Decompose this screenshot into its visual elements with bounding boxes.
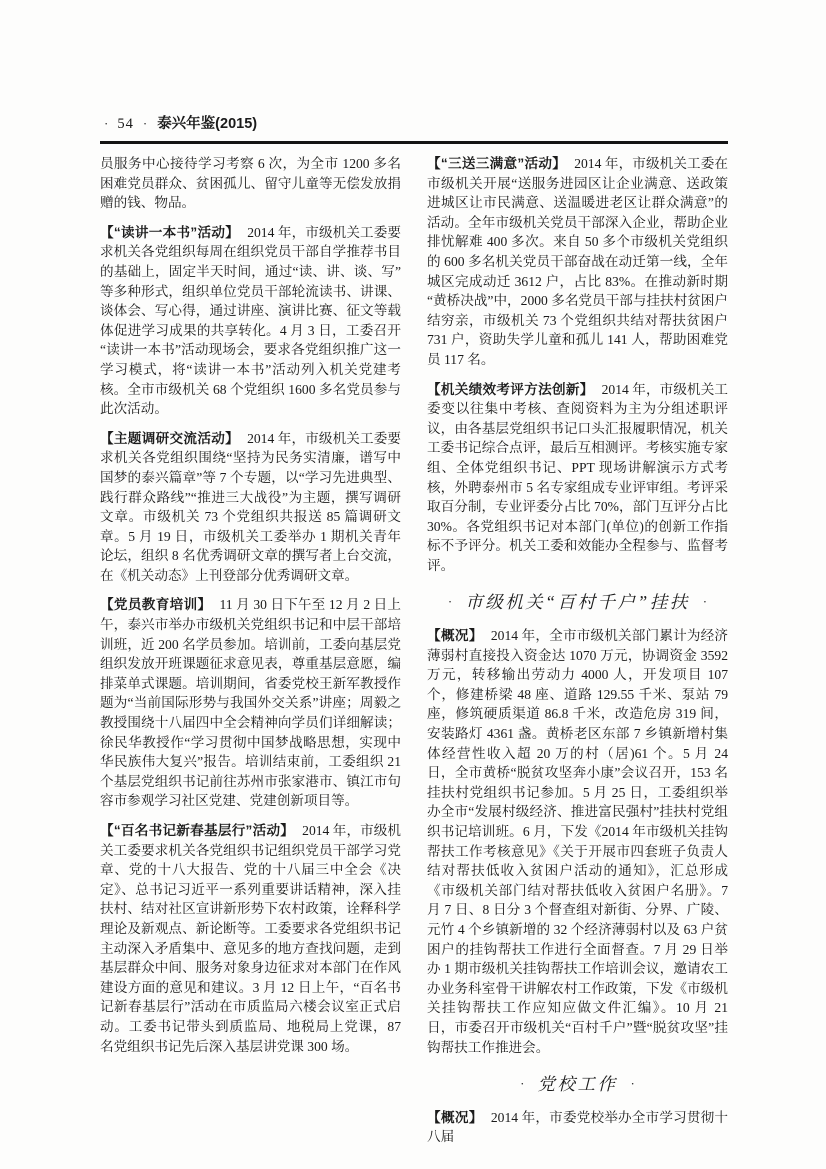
entry-member-training [100,595,401,811]
header-rule [100,141,728,144]
entry-body-party-school-overview: 2014 年，市委党校举办全市学习贯彻十八届 [427,1109,728,1145]
header-left-dot: · [104,116,109,131]
entry-secretaries-grassroots [100,821,401,1056]
entry-party-school-overview [427,1108,728,1147]
entry-performance-evaluation [427,380,728,576]
header-right-dot: · [142,116,148,131]
entry-head-secretaries-grassroots: 【“百名书记新春基层行”活动】 [100,823,295,838]
heading-right-dot: · [702,594,708,610]
page-number: 54 [117,116,134,132]
heading-left-dot: · [447,594,453,610]
section-heading-party-school-title: 党校工作 [537,1074,618,1095]
heading-right-dot: · [630,1076,635,1092]
book-title: 泰兴年鉴(2015) [157,116,258,132]
entry-body-reading-one-book: 2014 年，市级机关工委要求机关各党组织每周在组织党员干部自学推荐书目的基础上，固定半天时间，通过“读、讲、谈、写”等多种形式，组织单位党员干部轮流读书、讲课、谈体会、写心得，通过讲座、演讲比赛、征文等载体促进学习成果的共享转化。4 月 3 日，工委召开“读讲一本书”活动现场会，要求各党组织推广这一学习模式，将“读讲一本书”活动列入机关党建考核。全市市级机关 68 个党组织 1600 多名党员参与此次活动。 [100,224,401,417]
section-heading-village-support-title: 市级机关“百村千户”挂扶 [465,592,690,613]
left-column [100,154,401,1147]
entry-body-member-training: 11 月 30 日下午至 12 月 2 日上午，泰兴市举办市级机关党组织书记和中层干部培训班，近 200 名学员参加。培训前，工委向基层党组织发放开班课题征求意见表，尊重基层意愿，编排菜单式课题。培训期间，省委党校王新军教授作题为“当前国际形势与我国外交关系”讲座；周毅之教授围绕十八届四中全会精神向学员们详细解读；徐民华教授作“学习贯彻中国梦战略思想，实现中华民族伟大复兴”报告。培训结束前，工委组织 21 个基层党组织书记前往苏州市张家港市、镇江市句容市参观学习社区党建、党建创新项目等。 [100,597,401,809]
text-columns [100,154,728,1147]
entry-head-research-exchange: 【主题调研交流活动】 [100,430,240,446]
entry-head-member-training: 【党员教育培训】 [100,597,212,613]
entry-village-support-overview [427,626,728,1057]
running-head [100,112,728,133]
entry-reading-one-book [100,223,401,419]
entry-head-village-support-overview: 【概况】 [427,628,483,644]
section-heading-party-school [427,1074,728,1095]
entry-head-three-deliveries: 【“三送三满意”活动】 [427,156,567,171]
right-column [427,154,728,1147]
entry-body-secretaries-grassroots: 2014 年，市级机关工委要求机关各党组织书记组织党员干部学习党章、党的十八大报告、党的十八届三中全会《决定》、总书记习近平一系列重要讲话精神，深入挂扶村、结对社区宣讲新形势下农村政策，诠释科学理论及新观点、新论断等。工委要求各党组织书记主动深入矛盾集中、意见多的地方查找问题，走到基层群众中间、服务对象身边征求对本部门在作风建设方面的意见和建议。3 月 12 日上午，“百名书记新春基层行”活动在市质监局六楼会议室正式启动。工委书记带头到质监局、地税局上党课，87 名党组织书记先后深入基层讲党课 300 场。 [100,823,401,1054]
entry-head-performance-evaluation: 【机关绩效考评方法创新】 [427,381,594,397]
entry-three-deliveries [427,154,728,370]
continuation-paragraph: 员服务中心接待学习考察 6 次，为全市 1200 多名困难党员群众、贫困孤儿、留守儿童等无偿发放捐赠的钱、物品。 [100,156,401,211]
entry-body-performance-evaluation: 2014 年，市级机关工委变以往集中考核、查阅资料为主为分组述职评议，由各基层党组织书记口头汇报履职情况，机关工委书记综合点评，最后互相测评。考核实施专家组、全体党组织书记、PPT 现场讲解演示方式考核，外聘泰州市 5 名专家组成专业评审组。考评采取百分制，专业评委分占比 70%，部门互评分占比 30%。各党组织书记对本部门(单位)的创新工作指标不予评分。机关工委和效能办全程参与、监督考评。 [427,381,728,573]
entry-body-research-exchange: 2014 年，市级机关工委要求机关各党组织围绕“坚持为民务实清廉，谱写中国梦的泰兴篇章”等 7 个专题，以“学习先进典型、践行群众路线”“推进三大战役”为主题，撰写调研文章。市级机关 73 个党组织共报送 85 篇调研文章。5 月 19 日，市级机关工委举办 1 期机关青年论坛，组织 8 名优秀调研文章的撰写者上台交流，在《机关动态》上刊登部分优秀调研文章。 [100,430,401,583]
entry-research-exchange [100,429,401,586]
heading-left-dot: · [520,1076,525,1092]
entry-body-three-deliveries: 2014 年，市级机关工委在市级机关开展“送服务进园区让企业满意、送政策进城区让市民满意、送温暖进老区让群众满意”的活动。全年市级机关党员干部深入企业，帮助企业排忧解难 400 多次。来自 50 多个市级机关党组织的 600 多名机关党员干部奋战在动迁第一线，全年城区完成动迁 3612 户，占比 83%。在推动新时期“黄桥决战”中，2000 多名党员干部与挂扶村贫困户结穷亲，市级机关 73 个党组织共结对帮扶贫困户 731 户，资助失学儿童和孤儿 141 人，帮助困难党员 117 名。 [427,156,728,367]
entry-body-village-support-overview: 2014 年，全市市级机关部门累计为经济薄弱村直接投入资金达 1070 万元，协调资金 3592 万元，转移输出劳动力 4000 人，开发项目 107 个，修建桥梁 48 座、道路 129.55 千米、泵站 79 座，修筑硬质渠道 86.8 千米，改造危房 319 间，安装路灯 4361 盏。黄桥老区东部 7 乡镇新增村集体经营性收入超 20 万的村（居)61 个。5 月 24 日，全市黄桥“脱贫攻坚奔小康”会议召开，153 名挂扶村党组织书记参加。5 月 25 日，工委组织举办全市“发展村级经济、推进富民强村”挂扶村党组织书记培训班。6 月，下发《2014 年市级机关挂钩帮扶工作考核意见》《关于开展市四套班子负责人结对帮扶低收入贫困户活动的通知》，汇总形成《市级机关部门结对帮扶低收入贫困户名册》。7 月 7 日、8 日分 3 个督查组对新街、分界、广陵、元竹 4 个乡镇新增的 32 个经济薄弱村以及 63 户贫困户的挂钩帮扶工作进行全面督查。7 月 29 日举办 1 期市级机关挂钩帮扶工作培训会议，邀请农工办业务科室骨干讲解农村工作政策，下发《市级机关挂钩帮扶工作应知应做文件汇编》。10 月 21 日，市委召开市级机关“百村千户”暨“脱贫攻坚”挂钩帮扶工作推进会。 [427,628,728,1055]
entry-head-reading-one-book: 【“读讲一本书”活动】 [100,224,240,240]
section-heading-village-support [427,592,728,613]
entry-head-party-school-overview: 【概况】 [427,1109,483,1125]
